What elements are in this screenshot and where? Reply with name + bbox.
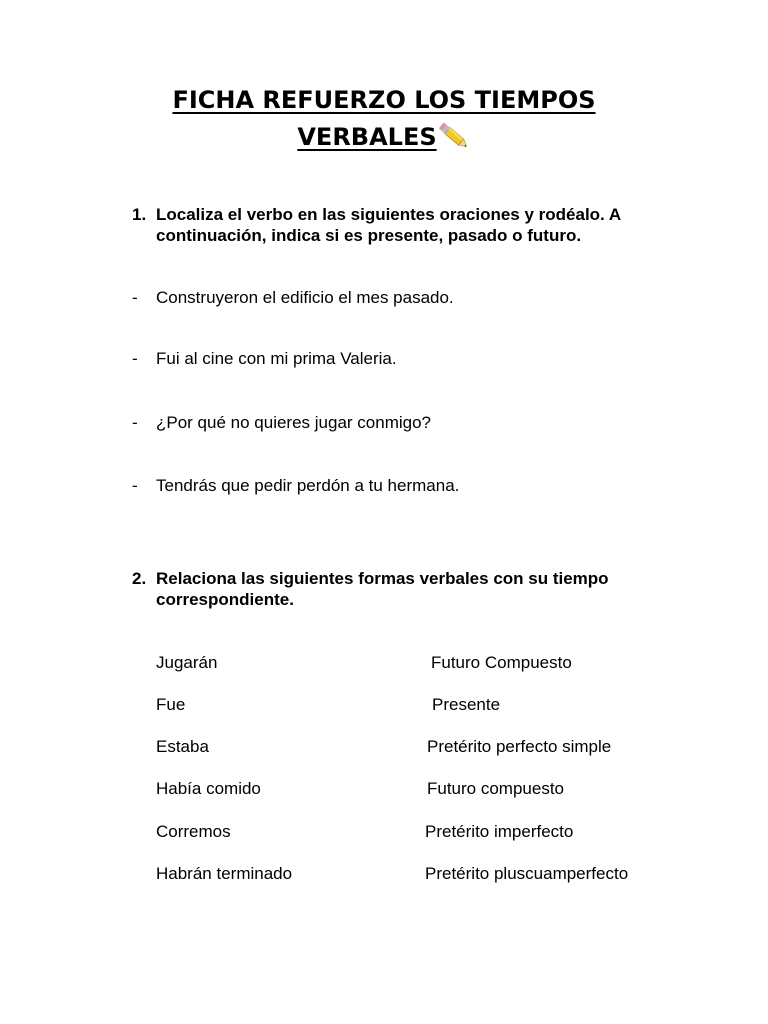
question-1-number: 1. — [132, 205, 147, 224]
question-1-text: Localiza el verbo en las siguientes oraciones y rodéalo. A continuación, indica si es presente, pasado o futuro. — [156, 205, 621, 245]
list-bullet: - — [132, 349, 138, 368]
list-item — [132, 287, 454, 309]
title-text-line1: FICHA REFUERZO LOS TIEMPOS — [172, 86, 596, 114]
verb-tense: Futuro Compuesto — [431, 653, 572, 672]
list-bullet: - — [132, 413, 138, 432]
title-text-line2: VERBALES — [297, 123, 437, 151]
verb-tense: Futuro compuesto — [427, 779, 565, 798]
question-2-number: 2. — [132, 569, 147, 588]
list-item-text: Tendrás que pedir perdón a tu hermana. — [156, 476, 460, 495]
verb-form: Jugarán — [156, 653, 218, 672]
verb-tense: Pretérito pluscuamperfecto — [425, 864, 629, 883]
question-2 — [132, 568, 692, 610]
list-item — [132, 475, 459, 497]
list-bullet: - — [132, 288, 138, 307]
list-item-text: Construyeron el edificio el mes pasado. — [156, 288, 454, 307]
verb-form: Corremos — [156, 822, 231, 841]
question-1 — [132, 204, 692, 246]
verb-form: Habrán terminado — [156, 864, 293, 883]
verb-form: Fue — [156, 695, 186, 714]
page-title-line1 — [100, 85, 668, 115]
verb-tense: Pretérito perfecto simple — [427, 737, 612, 756]
list-item — [132, 348, 397, 370]
list-item — [132, 412, 431, 434]
verb-form: Había comido — [156, 779, 261, 798]
list-item-text: ¿Por qué no quieres jugar conmigo? — [156, 413, 431, 432]
list-bullet: - — [132, 476, 138, 495]
verb-tense: Presente — [432, 695, 501, 714]
page-title-line2 — [100, 122, 668, 152]
verb-form: Estaba — [156, 737, 209, 756]
pencil-icon — [439, 122, 471, 152]
verb-tense: Pretérito imperfecto — [425, 822, 574, 841]
list-item-text: Fui al cine con mi prima Valeria. — [156, 349, 397, 368]
question-2-text: Relaciona las siguientes formas verbales con su tiempo correspondiente. — [156, 569, 609, 609]
